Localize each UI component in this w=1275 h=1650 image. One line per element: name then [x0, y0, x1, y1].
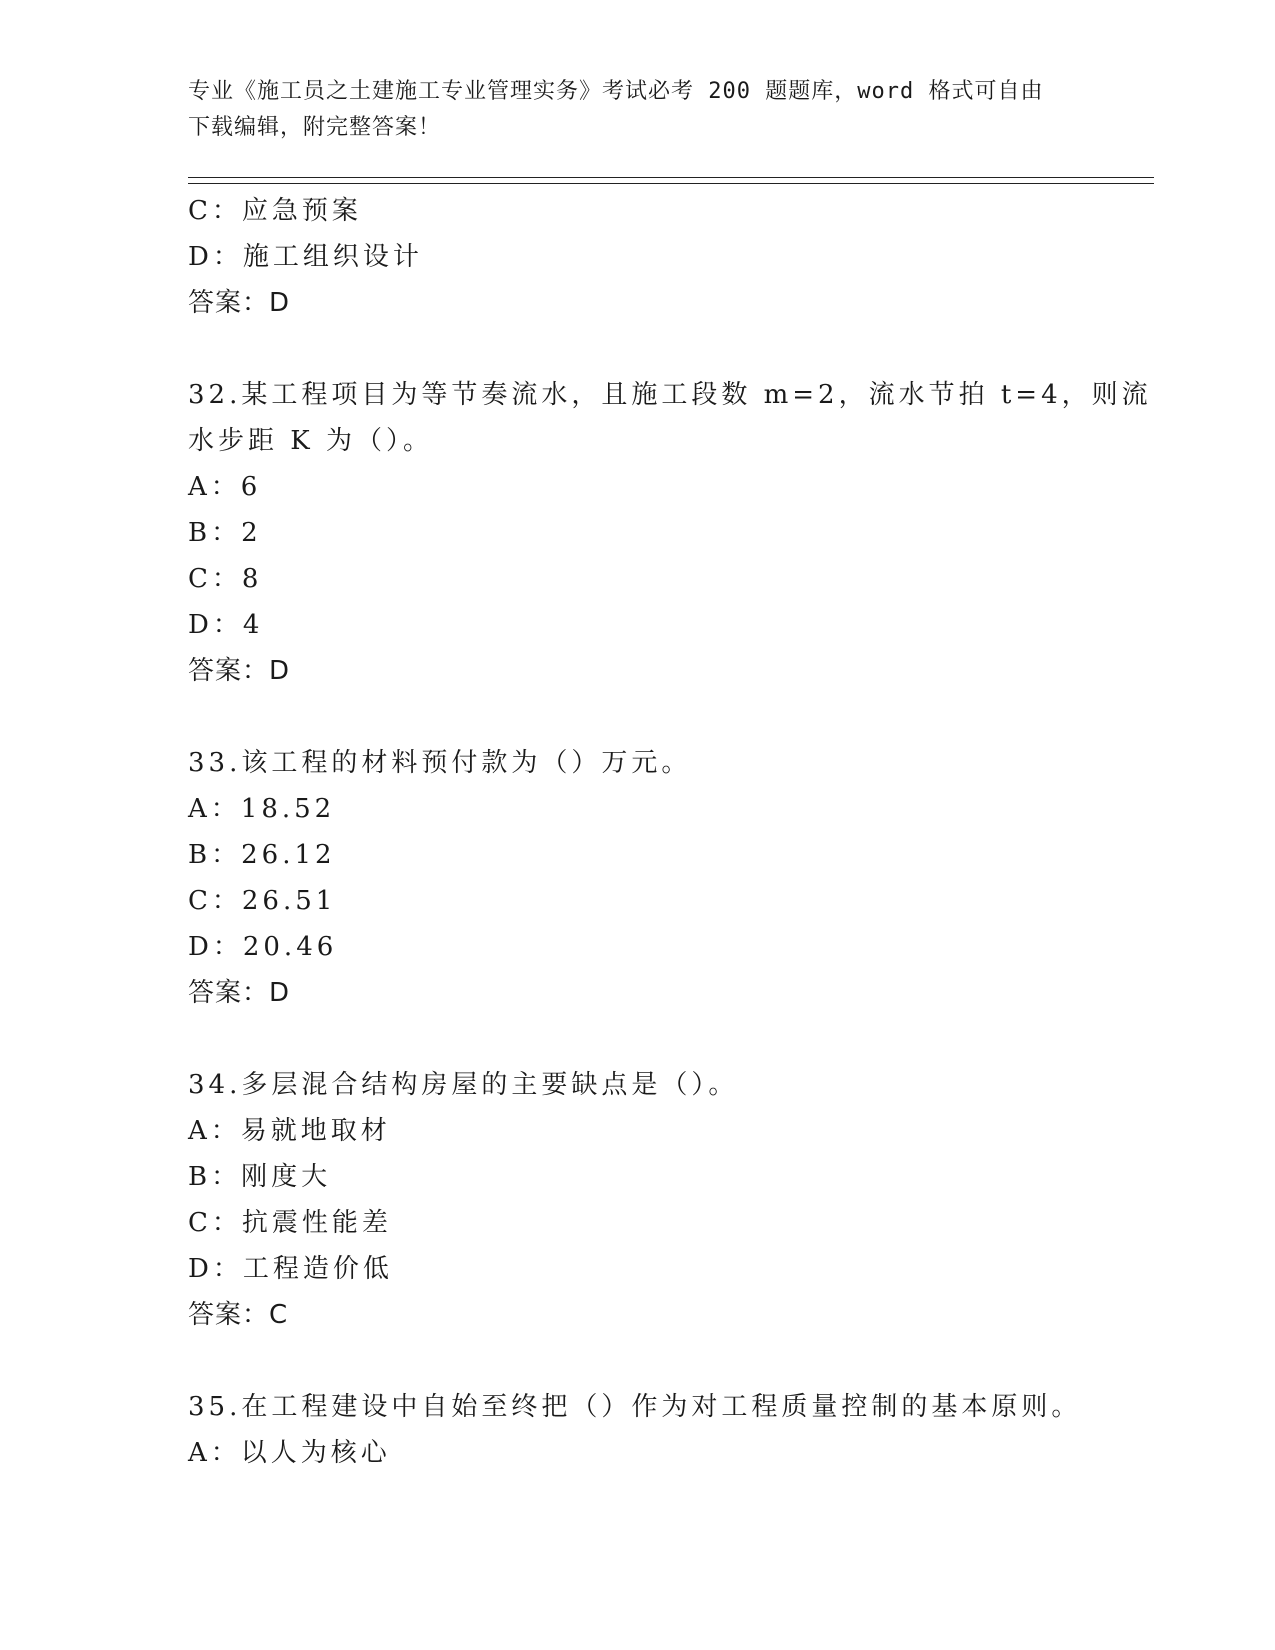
option-d: D：4	[188, 610, 264, 640]
question-stem: 32.某工程项目为等节奏流水，且施工段数 m=2，流水节拍 t=4，则流	[188, 380, 1152, 410]
option-b: B：刚度大	[188, 1162, 332, 1192]
question-31-continuation	[188, 188, 1088, 326]
option-d: D：20.46	[188, 932, 338, 962]
option-d: D：施工组织设计	[188, 242, 423, 272]
option-c: C：26.51	[188, 886, 337, 916]
option-c: C：应急预案	[188, 196, 362, 226]
question-list	[188, 188, 1152, 1476]
document-header	[188, 74, 1068, 146]
header-rule-top	[188, 177, 1154, 178]
question-stem-continued: 水步距 K 为（）。	[188, 426, 433, 456]
question-stem: 33.该工程的材料预付款为（）万元。	[188, 748, 692, 778]
option-b: B：26.12	[188, 840, 336, 870]
header-rule-bottom	[188, 183, 1154, 184]
answer: 答案：D	[188, 978, 291, 1008]
question-stem: 34.多层混合结构房屋的主要缺点是（）。	[188, 1070, 739, 1100]
option-a: A：6	[188, 472, 262, 502]
header-line-2: 下载编辑，附完整答案！	[188, 115, 442, 140]
option-b: B：2	[188, 518, 262, 548]
answer: 答案：C	[188, 1300, 289, 1330]
question-33	[188, 740, 1088, 1016]
option-a: A：以人为核心	[188, 1438, 391, 1468]
question-32	[188, 372, 1152, 694]
answer: 答案：D	[188, 288, 291, 318]
question-35	[188, 1384, 1088, 1476]
question-stem: 35.在工程建设中自始至终把（）作为对工程质量控制的基本原则。	[188, 1392, 1082, 1422]
header-line-1: 专业《施工员之土建施工专业管理实务》考试必考 200 题题库，word 格式可自由	[188, 79, 1044, 104]
question-34	[188, 1062, 1088, 1338]
option-a: A：18.52	[188, 794, 336, 824]
answer: 答案：D	[188, 656, 291, 686]
option-d: D：工程造价低	[188, 1254, 393, 1284]
option-c: C：抗震性能差	[188, 1208, 392, 1238]
option-c: C：8	[188, 564, 263, 594]
option-a: A：易就地取材	[188, 1116, 391, 1146]
